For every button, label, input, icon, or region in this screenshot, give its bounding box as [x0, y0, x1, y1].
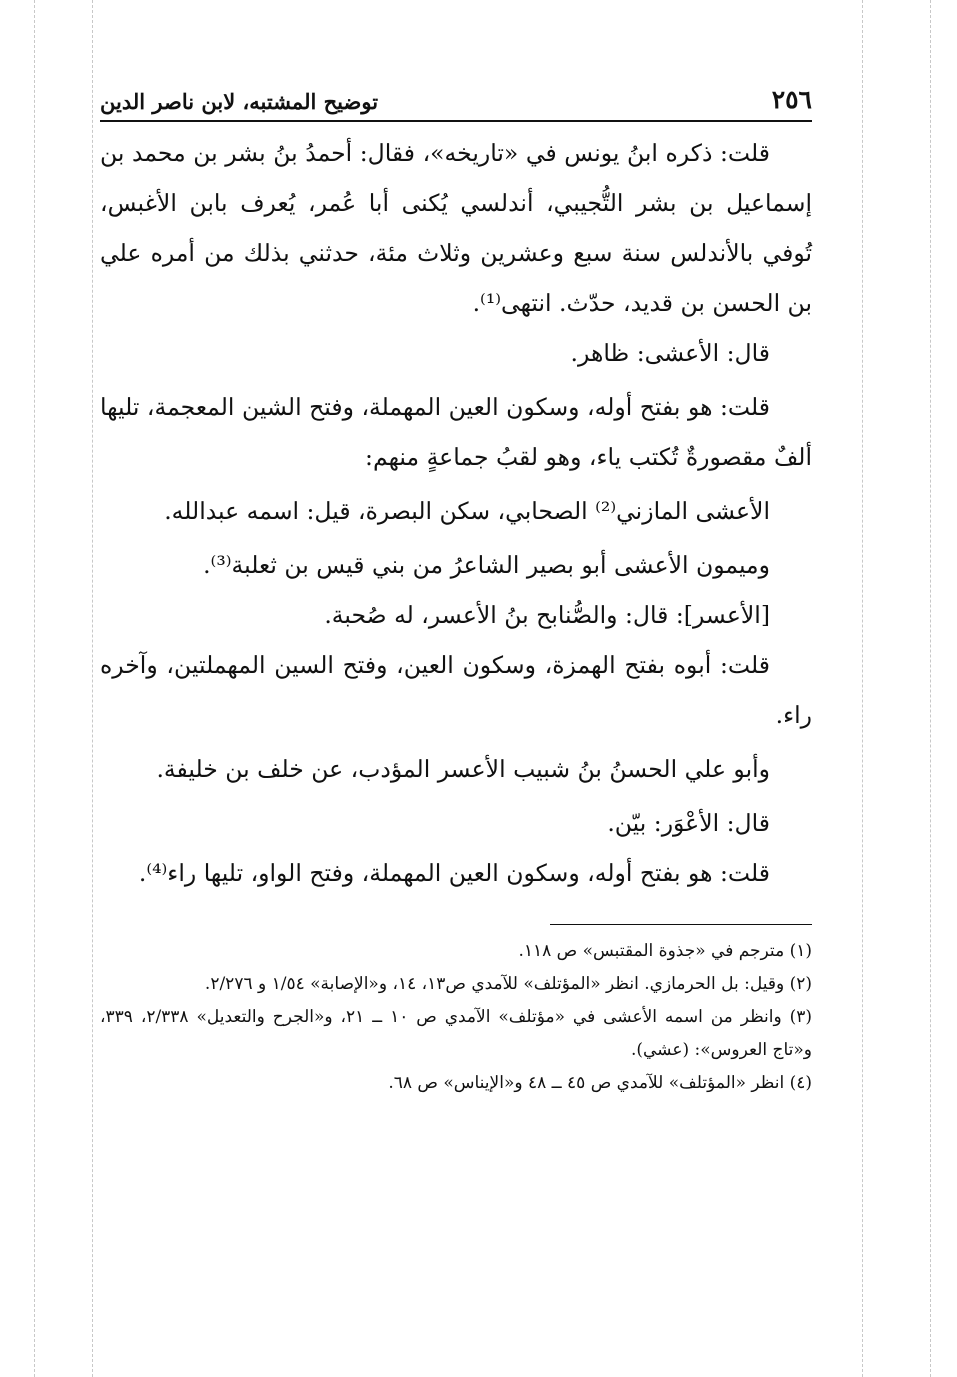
scan-guide-left-inner [92, 0, 93, 1377]
paragraph: قال: الأعشى: ظاهر. [570, 339, 770, 367]
footnote: (٣) وانظر من اسمه الأعشى في «مؤتلف» الآمدي ص ١٠ ــ ٢١، و«الجرح والتعديل» ٢/٣٣٨، ٣٣٩، و«تاج العروس»: (عشي). [100, 1007, 813, 1060]
paragraph: وميمون الأعشى أبو بصير الشاعرُ من بني قيس بن ثعلبة⁽³⁾. [203, 551, 770, 579]
scan-guide-right-inner [862, 0, 863, 1377]
scan-guide-left [34, 0, 35, 1377]
footnotes [100, 935, 812, 1100]
paragraph: قلت: هو بفتح أوله، وسكون العين المهملة، وفتح الشين المعجمة، تليها ألفٌ مقصورةٌ تُكتب ياء، وهو لقبُ جماعةٍ منهم: [100, 393, 812, 471]
body-text [100, 128, 812, 898]
paragraph: قلت: أبوه بفتح الهمزة، وسكون العين، وفتح السين المهملتين، وآخره راء. [100, 651, 812, 729]
scan-guide-right [930, 0, 931, 1377]
paragraph: قال: الأعْوَر: بيّن. [607, 809, 770, 837]
page-number: ٢٥٦ [771, 85, 812, 114]
footnote: (١) مترجم في «جذوة المقتبس» ص ١١٨. [518, 941, 812, 961]
running-head [100, 80, 812, 122]
running-title: توضيح المشتبه، لابن ناصر الدين [100, 89, 379, 114]
paragraph: وأبو علي الحسنُ بنُ شبيب الأعسر المؤدب، عن خلف بن خليفة. [156, 755, 770, 783]
book-page [100, 80, 812, 1100]
paragraph: قلت: ذكره ابنُ يونس في «تاريخه»، فقال: أحمدُ بنُ بشر بن محمد بن إسماعيل بن بشر التُّجيبي، أندلسي يُكنى أبا عُمر، يُعرف بابن الأغبس، تُوفي بالأندلس سنة سبع وعشرين وثلاث مئة، حدثني بذلك من أمره علي بن الحسن بن قديد، حدّث. انتهى⁽¹⁾. [100, 139, 812, 317]
footnote: (٤) انظر «المؤتلف» للآمدي ص ٤٥ ــ ٤٨ و«الإيناس» ص ٦٨. [388, 1073, 812, 1093]
paragraph: [الأعسر]: قال: والصُّنابح بنُ الأعسر، له صُحبة. [324, 601, 770, 629]
paragraph: الأعشى المازني⁽²⁾ الصحابي، سكن البصرة، قيل: اسمه عبدالله. [164, 497, 770, 525]
paragraph: قلت: هو بفتح أوله، وسكون العين المهملة، وفتح الواو، تليها راء⁽⁴⁾. [138, 859, 770, 887]
footnote: (٢) وقيل: بل الحرمازي. انظر «المؤتلف» للآمدي ص١٣، ١٤، و«الإصابة» ١/٥٤ و ٢/٢٧٦. [204, 974, 812, 994]
footnote-separator [550, 924, 812, 925]
